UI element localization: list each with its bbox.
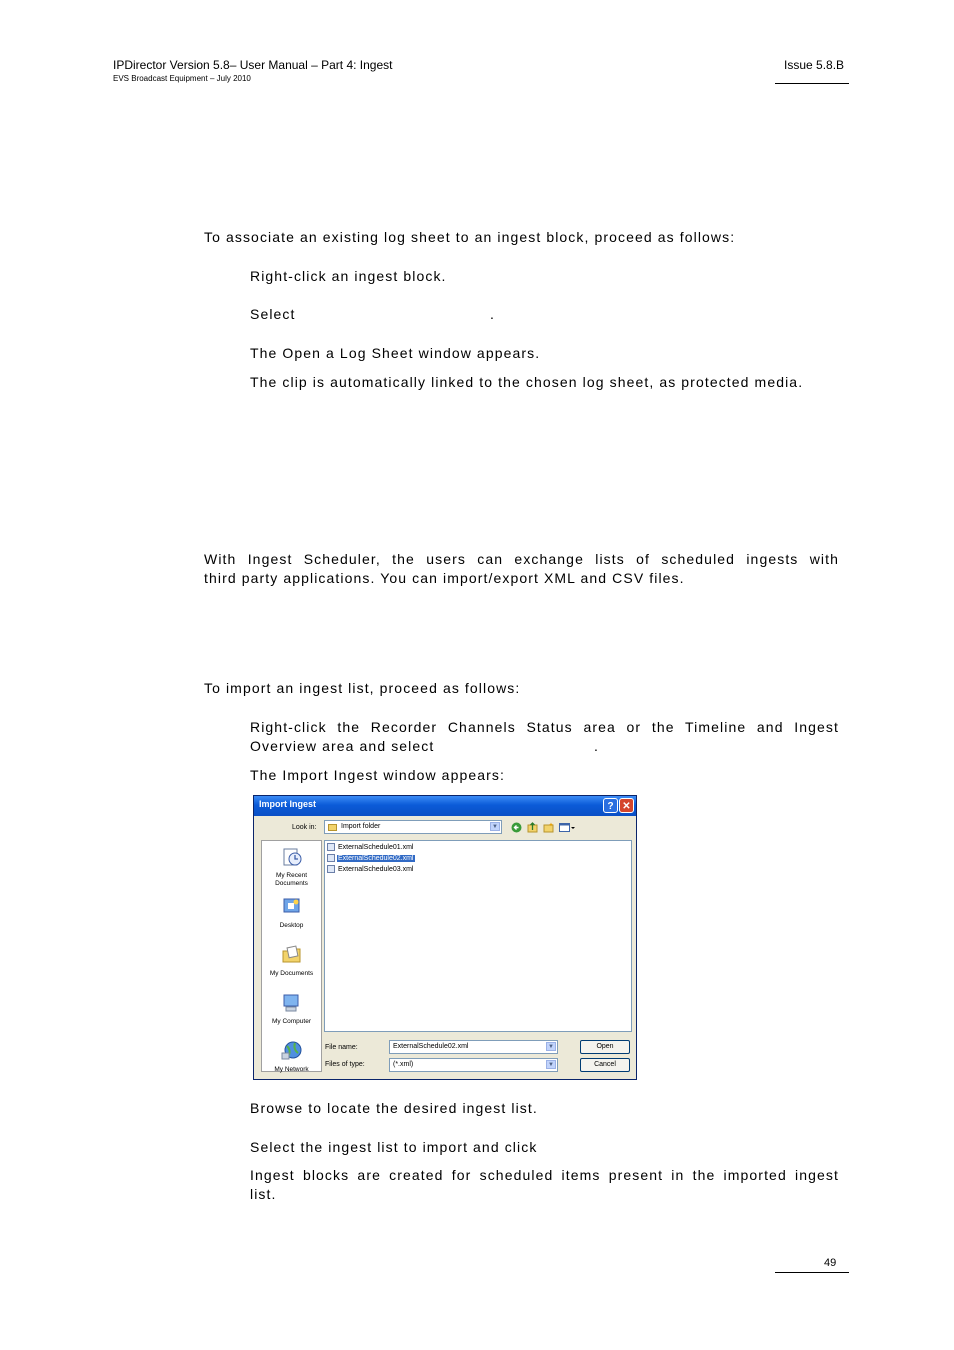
back-icon[interactable] bbox=[511, 822, 522, 833]
file-name: ExternalSchedule01.xml bbox=[338, 844, 414, 851]
file-list[interactable] bbox=[324, 840, 632, 1032]
look-in-label: Look in: bbox=[292, 824, 317, 831]
chevron-down-icon[interactable]: ▼ bbox=[490, 822, 500, 831]
new-folder-icon[interactable] bbox=[543, 822, 554, 833]
place-label: Desktop bbox=[279, 922, 304, 929]
xml-file-icon bbox=[327, 843, 335, 851]
chevron-down-icon[interactable]: ▼ bbox=[546, 1042, 556, 1051]
page-number: 49 bbox=[824, 1257, 837, 1269]
file-name: ExternalSchedule03.xml bbox=[338, 866, 414, 873]
header-issue: Issue 5.8.B bbox=[784, 58, 845, 72]
step-right-click-recorder-line1: Right-click the Recorder Channels Status area or the Timeline and Ingest bbox=[250, 719, 839, 735]
step-open-log-sheet-window: The Open a Log Sheet window appears. bbox=[250, 345, 541, 361]
file-item[interactable] bbox=[327, 865, 415, 875]
places-bar bbox=[261, 840, 322, 1072]
place-my-network[interactable] bbox=[262, 1041, 321, 1074]
step-right-click-ingest-block: Right-click an ingest block. bbox=[250, 268, 447, 284]
step-select-period: . bbox=[490, 306, 495, 322]
files-of-type-select[interactable] bbox=[389, 1058, 558, 1072]
place-my-documents[interactable] bbox=[262, 945, 321, 978]
files-of-type-value: (*.xml) bbox=[393, 1061, 414, 1068]
step-right-click-recorder-line2: Overview area and select bbox=[250, 738, 435, 754]
my-documents-icon bbox=[281, 945, 303, 965]
place-desktop[interactable] bbox=[262, 897, 321, 930]
place-label: My Network bbox=[274, 1066, 309, 1073]
desktop-icon bbox=[281, 897, 303, 917]
recent-documents-icon bbox=[281, 847, 303, 867]
cancel-button[interactable]: Cancel bbox=[580, 1058, 630, 1072]
header-subtitle: EVS Broadcast Equipment – July 2010 bbox=[113, 74, 251, 83]
folder-icon bbox=[328, 824, 337, 831]
place-label: My Documents bbox=[269, 970, 314, 977]
file-name-input[interactable] bbox=[389, 1040, 558, 1054]
step-right-click-recorder-period: . bbox=[594, 738, 599, 754]
intro-paragraph-import: To import an ingest list, proceed as follows: bbox=[204, 680, 521, 696]
chevron-down-icon[interactable]: ▼ bbox=[546, 1060, 556, 1069]
step-ingest-blocks-line2: list. bbox=[250, 1186, 277, 1202]
xml-file-icon bbox=[327, 854, 335, 862]
look-in-select[interactable] bbox=[324, 820, 502, 834]
step-import-window-appears: The Import Ingest window appears: bbox=[250, 767, 505, 783]
file-name: ExternalSchedule02.xml bbox=[338, 855, 414, 862]
paragraph-exchange-line2: third party applications. You can import/export XML and CSV files. bbox=[204, 570, 685, 586]
my-network-icon bbox=[281, 1041, 303, 1061]
step-browse: Browse to locate the desired ingest list. bbox=[250, 1100, 538, 1116]
help-button[interactable]: ? bbox=[603, 798, 618, 813]
view-menu-icon[interactable] bbox=[559, 822, 575, 833]
step-clip-linked: The clip is automatically linked to the chosen log sheet, as protected media. bbox=[250, 374, 804, 390]
import-ingest-dialog bbox=[253, 795, 637, 1080]
files-of-type-label: Files of type: bbox=[325, 1061, 365, 1068]
xml-file-icon bbox=[327, 865, 335, 873]
dialog-titlebar bbox=[254, 796, 636, 816]
header-rule bbox=[775, 83, 849, 84]
my-computer-icon bbox=[281, 993, 303, 1013]
file-name-label: File name: bbox=[325, 1044, 358, 1051]
intro-paragraph-logsheet: To associate an existing log sheet to an ingest block, proceed as follows: bbox=[204, 229, 736, 245]
up-folder-icon[interactable] bbox=[527, 822, 538, 833]
open-button[interactable]: Open bbox=[580, 1040, 630, 1054]
footer-rule bbox=[775, 1272, 849, 1273]
file-name-value: ExternalSchedule02.xml bbox=[393, 1043, 469, 1050]
paragraph-exchange-line1: With Ingest Scheduler, the users can exchange lists of scheduled ingests with bbox=[204, 551, 839, 567]
step-select: Select bbox=[250, 306, 296, 322]
place-label: My Recent Documents bbox=[275, 872, 308, 887]
look-in-value: Import folder bbox=[341, 823, 381, 830]
step-ingest-blocks-line1: Ingest blocks are created for scheduled items present in the imported ingest bbox=[250, 1167, 839, 1183]
place-recent-documents[interactable] bbox=[262, 847, 321, 888]
file-item[interactable] bbox=[327, 843, 415, 853]
file-item-selected[interactable] bbox=[327, 854, 415, 864]
place-my-computer[interactable] bbox=[262, 993, 321, 1026]
dialog-title: Import Ingest bbox=[259, 799, 317, 809]
place-label: My Computer bbox=[271, 1018, 311, 1025]
step-select-and-click: Select the ingest list to import and click bbox=[250, 1139, 538, 1155]
close-button[interactable]: ✕ bbox=[619, 798, 634, 813]
header-title: IPDirector Version 5.8– User Manual – Part 4: Ingest bbox=[113, 58, 393, 72]
